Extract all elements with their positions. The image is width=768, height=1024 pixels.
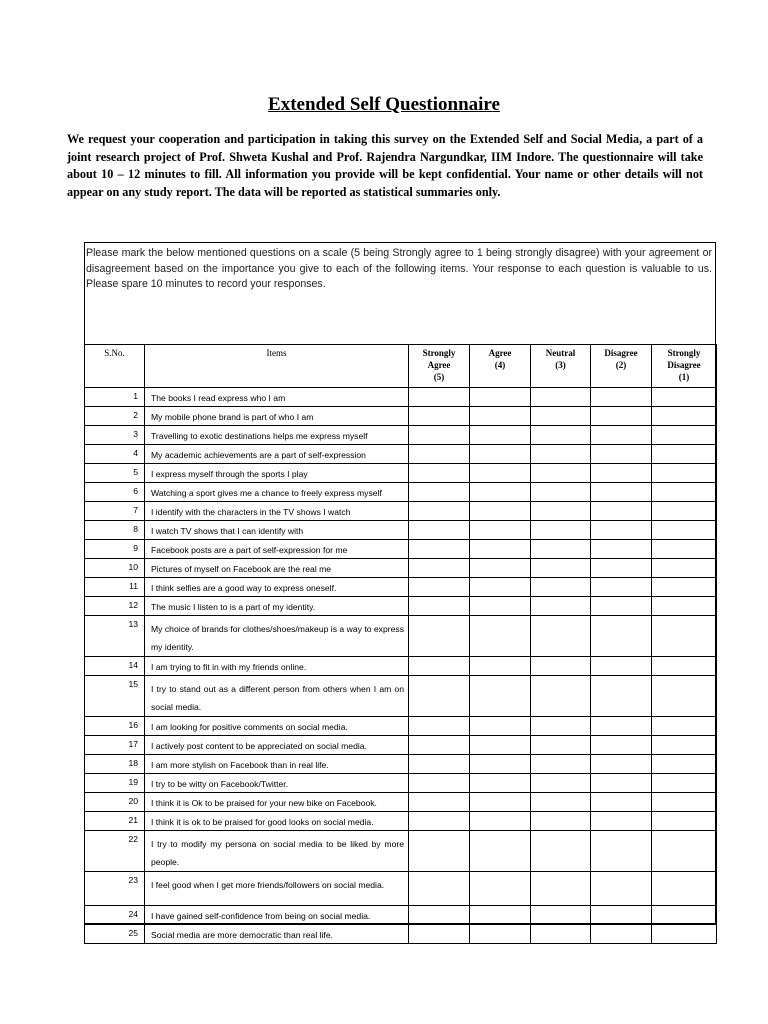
rating-cell-4[interactable] — [470, 774, 531, 793]
row-number: 24 — [85, 906, 145, 925]
col-header-items: Items — [145, 345, 409, 388]
rating-cell-4[interactable] — [470, 793, 531, 812]
rating-cell-3[interactable] — [531, 831, 591, 872]
item-text: Watching a sport gives me a chance to freely express myself — [145, 483, 409, 502]
rating-cell-2[interactable] — [591, 388, 652, 407]
col-header-neutral: Neutral (3) — [531, 345, 591, 388]
rating-cell-2[interactable] — [591, 755, 652, 774]
table-row — [85, 755, 717, 774]
rating-cell-5[interactable] — [409, 906, 470, 925]
table-row — [85, 774, 717, 793]
rating-cell-2[interactable] — [591, 812, 652, 831]
rating-cell-1[interactable] — [652, 521, 717, 540]
rating-cell-1[interactable] — [652, 925, 717, 944]
table-row — [85, 521, 717, 540]
page-title: Extended Self Questionnaire — [268, 94, 500, 115]
rating-cell-1[interactable] — [652, 502, 717, 521]
rating-cell-5[interactable] — [409, 540, 470, 559]
rating-cell-4[interactable] — [470, 445, 531, 464]
rating-cell-3[interactable] — [531, 502, 591, 521]
table-row — [85, 657, 717, 676]
item-text: I am looking for positive comments on social media. — [145, 717, 409, 736]
rating-cell-3[interactable] — [531, 521, 591, 540]
table-row — [85, 502, 717, 521]
item-text: I try to stand out as a different person from others when I am on social media. — [145, 676, 409, 717]
item-text: The music I listen to is a part of my identity. — [145, 597, 409, 616]
rating-cell-1[interactable] — [652, 407, 717, 426]
item-text: I think it is Ok to be praised for your new bike on Facebook. — [145, 793, 409, 812]
rating-cell-4[interactable] — [470, 906, 531, 925]
item-text: I think it is ok to be praised for good looks on social media. — [145, 812, 409, 831]
table-row — [85, 872, 717, 906]
rating-cell-5[interactable] — [409, 464, 470, 483]
row-number: 6 — [85, 483, 145, 502]
row-number: 13 — [85, 616, 145, 657]
item-text: I watch TV shows that I can identify with — [145, 521, 409, 540]
col-header-agree: Agree (4) — [470, 345, 531, 388]
rating-cell-3[interactable] — [531, 597, 591, 616]
rating-cell-1[interactable] — [652, 426, 717, 445]
rating-cell-2[interactable] — [591, 407, 652, 426]
rating-cell-5[interactable] — [409, 502, 470, 521]
item-text: I try to modify my persona on social media to be liked by more people. — [145, 831, 409, 872]
rating-cell-1[interactable] — [652, 906, 717, 925]
rating-cell-2[interactable] — [591, 540, 652, 559]
rating-cell-5[interactable] — [409, 407, 470, 426]
rating-cell-2[interactable] — [591, 831, 652, 872]
rating-cell-4[interactable] — [470, 483, 531, 502]
item-text: My choice of brands for clothes/shoes/makeup is a way to express my identity. — [145, 616, 409, 657]
rating-cell-3[interactable] — [531, 793, 591, 812]
rating-cell-4[interactable] — [470, 521, 531, 540]
rating-cell-2[interactable] — [591, 616, 652, 657]
rating-cell-5[interactable] — [409, 812, 470, 831]
questionnaire-table — [84, 344, 717, 944]
row-number: 1 — [85, 388, 145, 407]
rating-cell-3[interactable] — [531, 616, 591, 657]
table-row — [85, 717, 717, 736]
rating-cell-5[interactable] — [409, 578, 470, 597]
rating-cell-3[interactable] — [531, 812, 591, 831]
table-row — [85, 616, 717, 657]
col-header-strongly-disagree: Strongly Disagree (1) — [652, 345, 717, 388]
rating-cell-5[interactable] — [409, 774, 470, 793]
row-number: 14 — [85, 657, 145, 676]
rating-cell-3[interactable] — [531, 657, 591, 676]
rating-cell-4[interactable] — [470, 616, 531, 657]
rating-cell-4[interactable] — [470, 812, 531, 831]
row-number: 12 — [85, 597, 145, 616]
rating-cell-4[interactable] — [470, 388, 531, 407]
rating-cell-3[interactable] — [531, 388, 591, 407]
row-number: 23 — [85, 872, 145, 906]
rating-cell-4[interactable] — [470, 872, 531, 906]
rating-cell-1[interactable] — [652, 464, 717, 483]
rating-cell-5[interactable] — [409, 831, 470, 872]
rating-cell-3[interactable] — [531, 426, 591, 445]
table-row — [85, 426, 717, 445]
rating-cell-1[interactable] — [652, 597, 717, 616]
item-text: Social media are more democratic than real life. — [145, 925, 409, 944]
rating-cell-3[interactable] — [531, 906, 591, 925]
item-text: I try to be witty on Facebook/Twitter. — [145, 774, 409, 793]
rating-cell-2[interactable] — [591, 736, 652, 755]
table-row — [85, 407, 717, 426]
rating-cell-1[interactable] — [652, 831, 717, 872]
rating-cell-3[interactable] — [531, 676, 591, 717]
table-row — [85, 793, 717, 812]
table-row — [85, 812, 717, 831]
rating-cell-5[interactable] — [409, 793, 470, 812]
rating-cell-3[interactable] — [531, 872, 591, 906]
rating-cell-5[interactable] — [409, 676, 470, 717]
rating-cell-2[interactable] — [591, 445, 652, 464]
rating-cell-1[interactable] — [652, 755, 717, 774]
rating-cell-4[interactable] — [470, 540, 531, 559]
rating-cell-2[interactable] — [591, 872, 652, 906]
rating-cell-5[interactable] — [409, 597, 470, 616]
rating-cell-5[interactable] — [409, 755, 470, 774]
rating-cell-1[interactable] — [652, 657, 717, 676]
row-number: 8 — [85, 521, 145, 540]
rating-cell-2[interactable] — [591, 426, 652, 445]
rating-cell-1[interactable] — [652, 812, 717, 831]
row-number: 21 — [85, 812, 145, 831]
item-text: I am more stylish on Facebook than in real life. — [145, 755, 409, 774]
rating-cell-2[interactable] — [591, 906, 652, 925]
rating-cell-3[interactable] — [531, 736, 591, 755]
rating-cell-5[interactable] — [409, 872, 470, 906]
rating-cell-4[interactable] — [470, 676, 531, 717]
rating-cell-1[interactable] — [652, 872, 717, 906]
rating-cell-5[interactable] — [409, 445, 470, 464]
item-text: I identify with the characters in the TV shows I watch — [145, 502, 409, 521]
row-number: 4 — [85, 445, 145, 464]
table-row — [85, 736, 717, 755]
rating-cell-2[interactable] — [591, 483, 652, 502]
rating-cell-4[interactable] — [470, 426, 531, 445]
table-row — [85, 540, 717, 559]
rating-cell-1[interactable] — [652, 774, 717, 793]
rating-cell-5[interactable] — [409, 736, 470, 755]
rating-cell-1[interactable] — [652, 388, 717, 407]
rating-cell-4[interactable] — [470, 407, 531, 426]
row-number: 10 — [85, 559, 145, 578]
col-header-strongly-agree: Strongly Agree (5) — [409, 345, 470, 388]
rating-cell-3[interactable] — [531, 755, 591, 774]
rating-cell-4[interactable] — [470, 717, 531, 736]
rating-cell-3[interactable] — [531, 445, 591, 464]
table-row — [85, 676, 717, 717]
rating-cell-5[interactable] — [409, 925, 470, 944]
table-row — [85, 445, 717, 464]
table-row — [85, 906, 717, 925]
rating-cell-5[interactable] — [409, 616, 470, 657]
intro-paragraph: We request your cooperation and participation in taking this survey on the Extended Self and Social Media, a part of a joint research project of Prof. Shweta Kushal and Prof. Rajendra Nargundkar, IIM Indore. The questionnaire will take about 10 – 12 minutes to fill. All information you provide will be kept confidential. Your name or other details will not appear on any study report. The data will be reported as statistical summaries only. — [67, 132, 703, 199]
rating-cell-4[interactable] — [470, 736, 531, 755]
row-number: 20 — [85, 793, 145, 812]
item-text: Travelling to exotic destinations helps me express myself — [145, 426, 409, 445]
rating-cell-2[interactable] — [591, 464, 652, 483]
rating-cell-1[interactable] — [652, 445, 717, 464]
row-number: 11 — [85, 578, 145, 597]
rating-cell-2[interactable] — [591, 925, 652, 944]
rating-cell-4[interactable] — [470, 925, 531, 944]
col-header-sno: S.No. — [85, 345, 145, 388]
rating-cell-4[interactable] — [470, 831, 531, 872]
rating-cell-1[interactable] — [652, 793, 717, 812]
rating-cell-3[interactable] — [531, 407, 591, 426]
row-number: 18 — [85, 755, 145, 774]
rating-cell-2[interactable] — [591, 578, 652, 597]
rating-cell-3[interactable] — [531, 774, 591, 793]
rating-cell-1[interactable] — [652, 736, 717, 755]
item-text: I feel good when I get more friends/followers on social media. — [145, 872, 409, 906]
rating-cell-5[interactable] — [409, 521, 470, 540]
item-text: Pictures of myself on Facebook are the real me — [145, 559, 409, 578]
rating-cell-2[interactable] — [591, 717, 652, 736]
rating-cell-2[interactable] — [591, 793, 652, 812]
instructions-text: Please mark the below mentioned questions on a scale (5 being Strongly agree to 1 being strongly disagree) with your agreement or disagreement based on the importance you give to each of the following items. Your response to each question is valuable to us. Please spare 10 minutes to record your responses. — [86, 247, 712, 290]
rating-cell-5[interactable] — [409, 559, 470, 578]
rating-cell-3[interactable] — [531, 559, 591, 578]
rating-cell-4[interactable] — [470, 502, 531, 521]
row-number: 25 — [85, 925, 145, 944]
rating-cell-4[interactable] — [470, 657, 531, 676]
rating-cell-1[interactable] — [652, 616, 717, 657]
table-row — [85, 464, 717, 483]
rating-cell-4[interactable] — [470, 559, 531, 578]
row-number: 16 — [85, 717, 145, 736]
item-text: I express myself through the sports I play — [145, 464, 409, 483]
rating-cell-1[interactable] — [652, 483, 717, 502]
rating-cell-1[interactable] — [652, 578, 717, 597]
table-row — [85, 578, 717, 597]
col-header-disagree: Disagree (2) — [591, 345, 652, 388]
table-row — [85, 597, 717, 616]
table-row — [85, 925, 717, 944]
rating-cell-2[interactable] — [591, 774, 652, 793]
item-text: I actively post content to be appreciated on social media. — [145, 736, 409, 755]
row-number: 19 — [85, 774, 145, 793]
rating-cell-2[interactable] — [591, 657, 652, 676]
item-text: I am trying to fit in with my friends online. — [145, 657, 409, 676]
rating-cell-4[interactable] — [470, 464, 531, 483]
item-text: Facebook posts are a part of self-expression for me — [145, 540, 409, 559]
row-number: 5 — [85, 464, 145, 483]
item-text: I think selfies are a good way to express oneself. — [145, 578, 409, 597]
rating-cell-3[interactable] — [531, 483, 591, 502]
row-number: 3 — [85, 426, 145, 445]
rating-cell-3[interactable] — [531, 925, 591, 944]
item-text: The books I read express who I am — [145, 388, 409, 407]
rating-cell-1[interactable] — [652, 676, 717, 717]
rating-cell-2[interactable] — [591, 521, 652, 540]
table-header-row — [85, 345, 717, 388]
rating-cell-4[interactable] — [470, 755, 531, 774]
table-row — [85, 831, 717, 872]
table-row — [85, 559, 717, 578]
row-number: 17 — [85, 736, 145, 755]
rating-cell-3[interactable] — [531, 717, 591, 736]
rating-cell-1[interactable] — [652, 559, 717, 578]
rating-cell-5[interactable] — [409, 388, 470, 407]
rating-cell-1[interactable] — [652, 717, 717, 736]
item-text: My mobile phone brand is part of who I am — [145, 407, 409, 426]
rating-cell-3[interactable] — [531, 464, 591, 483]
rating-cell-2[interactable] — [591, 502, 652, 521]
rating-cell-4[interactable] — [470, 578, 531, 597]
row-number: 15 — [85, 676, 145, 717]
item-text: I have gained self-confidence from being on social media. — [145, 906, 409, 925]
table-row — [85, 483, 717, 502]
row-number: 9 — [85, 540, 145, 559]
row-number: 7 — [85, 502, 145, 521]
rating-cell-2[interactable] — [591, 559, 652, 578]
row-number: 22 — [85, 831, 145, 872]
rating-cell-3[interactable] — [531, 540, 591, 559]
rating-cell-2[interactable] — [591, 676, 652, 717]
rating-cell-1[interactable] — [652, 540, 717, 559]
rating-cell-5[interactable] — [409, 657, 470, 676]
rating-cell-2[interactable] — [591, 597, 652, 616]
rating-cell-5[interactable] — [409, 483, 470, 502]
rating-cell-4[interactable] — [470, 597, 531, 616]
row-number: 2 — [85, 407, 145, 426]
rating-cell-3[interactable] — [531, 578, 591, 597]
table-row — [85, 388, 717, 407]
rating-cell-5[interactable] — [409, 717, 470, 736]
rating-cell-5[interactable] — [409, 426, 470, 445]
item-text: My academic achievements are a part of self-expression — [145, 445, 409, 464]
